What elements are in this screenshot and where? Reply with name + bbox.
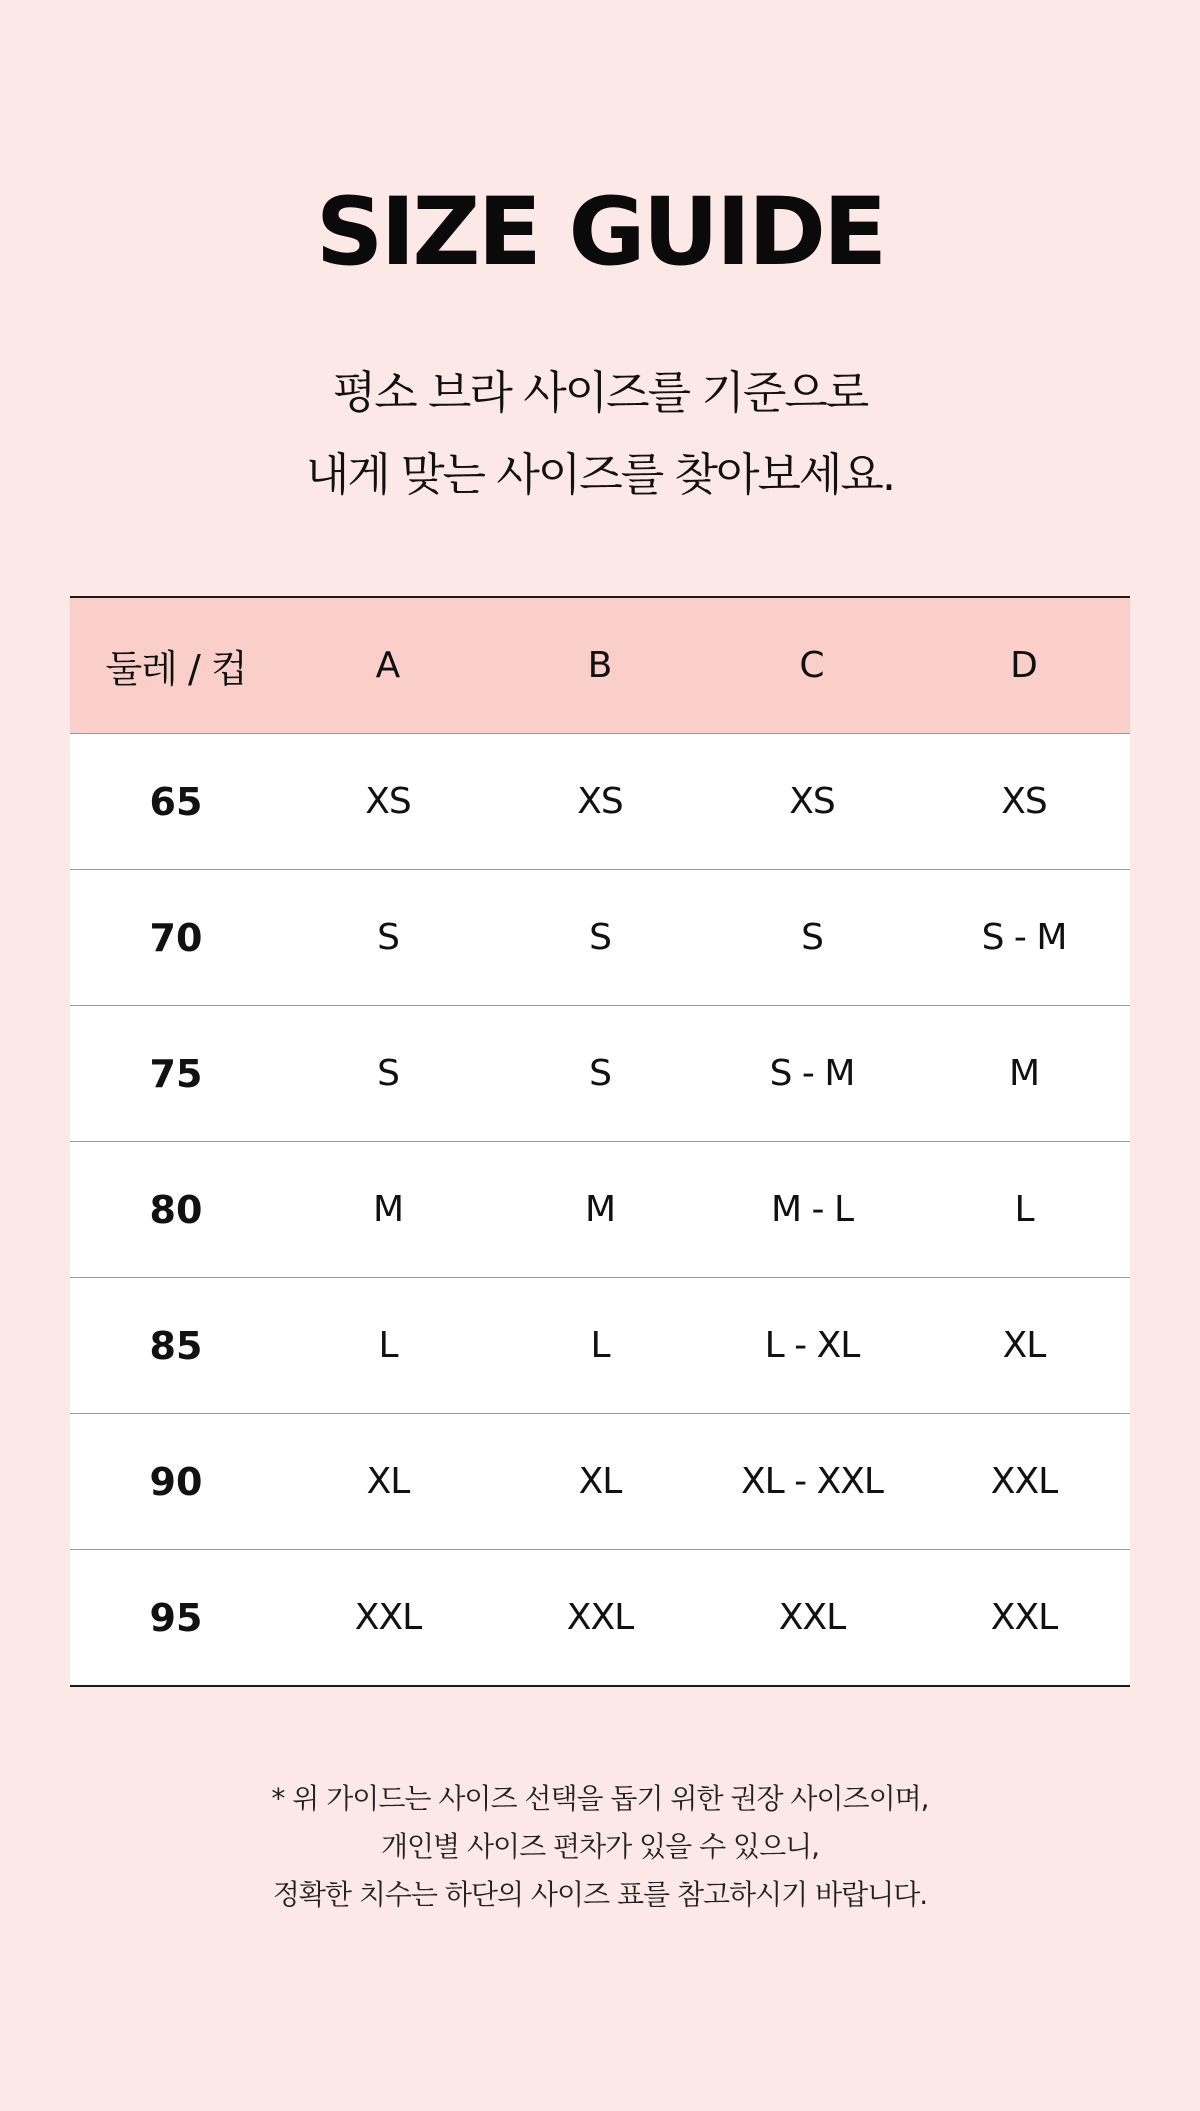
page-title: SIZE GUIDE <box>315 178 885 287</box>
table-row <box>70 1550 1130 1687</box>
note-line-3: 정확한 치수는 하단의 사이즈 표를 참고하시기 바랍니다. <box>272 1878 928 1911</box>
size-cell: M <box>584 1189 616 1230</box>
size-cell: XS <box>1001 781 1047 822</box>
size-cell: L <box>590 1325 610 1366</box>
note-line-2: 개인별 사이즈 편차가 있을 수 있으니, <box>380 1830 820 1863</box>
size-cell: XXL <box>778 1597 846 1638</box>
band-cell: 80 <box>149 1187 203 1232</box>
band-cell: 85 <box>149 1323 203 1368</box>
band-cell: 95 <box>149 1595 203 1640</box>
band-cell: 75 <box>149 1051 203 1096</box>
table-row <box>70 1414 1130 1550</box>
size-cell: M <box>372 1189 404 1230</box>
size-cell: S - M <box>769 1053 855 1094</box>
size-cell: S <box>589 1053 611 1094</box>
size-cell: XXL <box>566 1597 634 1638</box>
subtitle-line-2: 내게 맞는 사이즈를 찾아보세요. <box>305 448 895 501</box>
table-row <box>70 1006 1130 1142</box>
size-cell: S <box>801 917 823 958</box>
size-cell: XXL <box>354 1597 422 1638</box>
header-cup-a: A <box>375 645 401 686</box>
size-cell: XS <box>365 781 411 822</box>
page-subtitle <box>0 352 1200 516</box>
table-row <box>70 734 1130 870</box>
band-cell: 90 <box>149 1459 203 1504</box>
size-cell: S <box>377 917 399 958</box>
header-cup-c: C <box>799 645 825 686</box>
size-cell: XL <box>366 1461 410 1502</box>
size-cell: S <box>589 917 611 958</box>
band-cell: 70 <box>149 915 203 960</box>
size-cell: S <box>377 1053 399 1094</box>
table-row <box>70 1142 1130 1278</box>
size-cell: XL <box>578 1461 622 1502</box>
subtitle-line-1: 평소 브라 사이즈를 기준으로 <box>332 366 868 419</box>
size-cell: XS <box>577 781 623 822</box>
table-row <box>70 870 1130 1006</box>
header-cup-b: B <box>587 645 613 686</box>
size-cell: M <box>1008 1053 1040 1094</box>
size-cell: L - XL <box>764 1325 860 1366</box>
size-table <box>70 596 1130 1687</box>
size-cell: XL <box>1002 1325 1046 1366</box>
header-cup-d: D <box>1010 645 1038 686</box>
note-line-1: * 위 가이드는 사이즈 선택을 돕기 위한 권장 사이즈이며, <box>271 1782 929 1815</box>
table-row <box>70 1278 1130 1414</box>
size-cell: XXL <box>990 1461 1058 1502</box>
size-cell: M - L <box>771 1189 853 1230</box>
size-note <box>0 1775 1200 1919</box>
size-cell: L <box>1014 1189 1034 1230</box>
size-cell: XL - XXL <box>741 1461 883 1502</box>
size-cell: XS <box>789 781 835 822</box>
header-band-cup: 둘레 / 컵 <box>105 647 247 691</box>
size-cell: S - M <box>981 917 1067 958</box>
table-header-row <box>70 597 1130 734</box>
size-cell: L <box>378 1325 398 1366</box>
band-cell: 65 <box>149 779 203 824</box>
size-cell: XXL <box>990 1597 1058 1638</box>
